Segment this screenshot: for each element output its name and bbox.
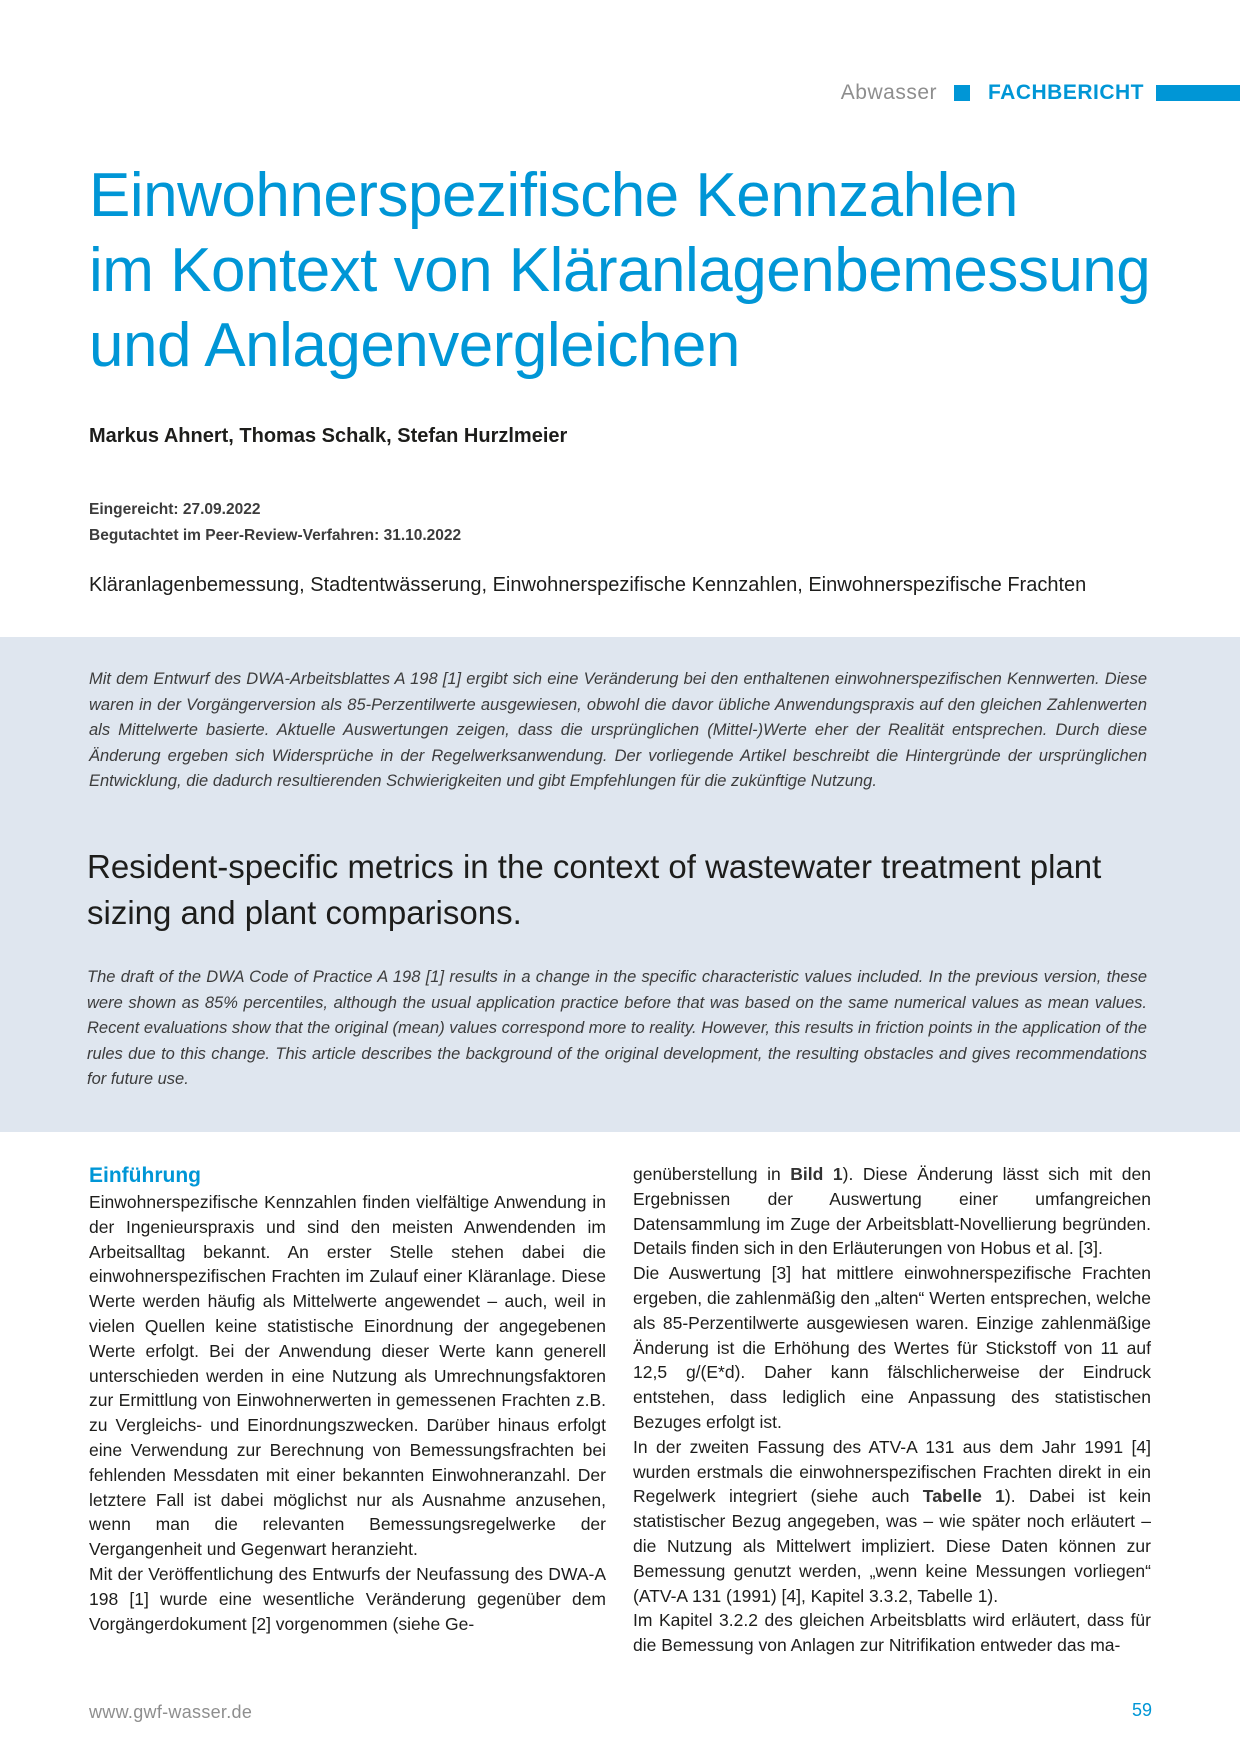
- category-label: FACHBERICHT: [988, 81, 1144, 104]
- keywords: Kläranlagenbemessung, Stadtentwässerung, Einwohnerspezifische Kennzahlen, Einwohnerspezifische Frachten: [89, 574, 1087, 596]
- section-label: Abwasser: [840, 81, 937, 104]
- text-run: ). Dabei ist kein statistischer Bezug angegeben, was – wie später noch erläutert – die Nutzung als Mittelwert impliziert. Diese Daten können zur Bemessung genutzt werden, „wenn keine Messungen vorliegen“ (ATV-A 131 (1991) [4], Kapitel 3.3.2, Tabelle 1).: [633, 1486, 1151, 1606]
- reviewed-date: Begutachtet im Peer-Review-Verfahren: 31.10.2022: [89, 527, 462, 544]
- paragraph: [633, 1162, 1151, 1261]
- paragraph: Einwohnerspezifische Kennzahlen finden vielfältige Anwendung in der Ingenieurspraxis und sind den meisten Anwendenden im Arbeitsalltag bekannt. An erster Stelle stehen dabei die einwohnerspezifischen Frachten im Zulauf einer Kläranlage. Diese Werte werden häufig als Mittelwerte angewendet – auch, weil in vielen Quellen keine statistische Einordnung der angegebenen Werte erfolgt. Bei der Anwendung dieser Werte kann generell unterschieden werden in eine Nutzung als Umrechnungsfaktoren zur Ermittlung von Einwohnerwerten in gemessenen Frachten z.B. zu Vergleichs- und Einordnungszwecken. Darüber hinaus erfolgt eine Verwendung zur Berechnung von Bemessungsfrachten bei fehlenden Messdaten mit einer bekannten Einwohneranzahl. Der letztere Fall ist dabei möglichst nur als Ausnahme anzusehen, wenn man die relevanten Bemessungsregelwerke der Vergangenheit und Gegenwart heranzieht.: [89, 1192, 606, 1560]
- page-header: [841, 80, 1240, 106]
- article-title: [89, 158, 1189, 383]
- paragraph: Mit der Veröffentlichung des Entwurfs der Neufassung des DWA-A 198 [1] wurde eine wesentliche Veränderung gegenüber dem Vorgängerdokument [2] vorgenommen (siehe Ge-: [89, 1563, 606, 1634]
- body-column-right: [633, 1162, 1151, 1658]
- footer-url: www.gwf-wasser.de: [89, 1702, 253, 1722]
- text-run: In der zweiten Fassung des ATV-A 131 aus dem Jahr 1991 [4] wurden erstmals die einwohnerspezifischen Frachten direkt in ein Regelwerk integriert (siehe auch: [633, 1436, 1151, 1507]
- title-line-2: im Kontext von Kläranlagenbemessung: [89, 236, 1151, 305]
- abstract-box: [0, 637, 1240, 1132]
- title-line-1: Einwohnerspezifische Kennzahlen: [89, 161, 1018, 230]
- header-bar-mark: [1156, 85, 1240, 101]
- review-dates: [89, 497, 461, 549]
- authors: Markus Ahnert, Thomas Schalk, Stefan Hurzlmeier: [89, 425, 568, 447]
- paragraph: [633, 1435, 1151, 1609]
- text-run: ). Diese Änderung lässt sich mit den Ergebnissen der Auswertung einer umfangreichen Datensammlung im Zuge der Arbeitsblatt-Novellierung begründen. Details finden sich in den Erläuterungen von Hobus et al. [3].: [633, 1164, 1151, 1259]
- abstract-german: Mit dem Entwurf des DWA-Arbeitsblattes A 198 [1] ergibt sich eine Veränderung bei den enthaltenen einwohnerspezifischen Kennwerten. Diese waren in der Vorgängerversion als 85-Perzentilwerte ausgewiesen, obwohl die davor übliche Anwendungspraxis auf den gleichen Zahlenwerten als Mittelwerte basierte. Aktuelle Auswertungen zeigen, dass die ursprünglichen (Mittel-)Werte eher der Realität entsprechen. Durch diese Änderung ergeben sich Widersprüche in der Regelwerksanwendung. Der vorliegende Artikel beschreibt die Hintergründe der ursprünglichen Entwicklung, die dadurch resultierenden Schwierigkeiten und gibt Empfehlungen für die zukünftige Nutzung.: [89, 670, 1147, 790]
- submitted-date: Eingereicht: 27.09.2022: [89, 501, 261, 518]
- title-line-3: und Anlagenvergleichen: [89, 311, 740, 380]
- text-run: genüberstellung in: [633, 1164, 791, 1184]
- paragraph: Im Kapitel 3.2.2 des gleichen Arbeitsblatts wird erläutert, dass für die Bemessung von Anlagen zur Nitrifikation entweder das ma-: [633, 1610, 1151, 1656]
- section-heading: Einführung: [89, 1164, 201, 1187]
- english-title: Resident-specific metrics in the context of wastewater treatment plant sizing and plant comparisons.: [87, 848, 1102, 931]
- header-square-mark: [954, 85, 970, 101]
- page-number: 59: [1131, 1700, 1152, 1720]
- paragraph: Die Auswertung [3] hat mittlere einwohnerspezifische Frachten ergeben, die zahlenmäßig den „alten“ Werten entsprechen, welche als 85-Perzentilwerte ausgewiesen waren. Einzige zahlenmäßige Änderung ist die Erhöhung des Wertes für Stickstoff von 11 auf 12,5 g/(E*d). Daher kann fälschlicherweise der Eindruck entstehen, dass lediglich eine Anpassung des statistischen Bezuges erfolgt ist.: [633, 1263, 1151, 1432]
- abstract-english: The draft of the DWA Code of Practice A 198 [1] results in a change in the specific characteristic values included. In the previous version, these were shown as 85% percentiles, although the usual application practice before that was based on the same numerical values as mean values. Recent evaluations show that the original (mean) values correspond more to reality. However, this results in friction points in the application of the rules due to this change. This article describes the background of the original development, the resulting obstacles and gives recommendations for future use.: [87, 968, 1147, 1088]
- body-column-left: [89, 1162, 606, 1636]
- figure-reference: Bild 1: [790, 1164, 843, 1184]
- table-reference: Tabelle 1: [922, 1486, 1005, 1507]
